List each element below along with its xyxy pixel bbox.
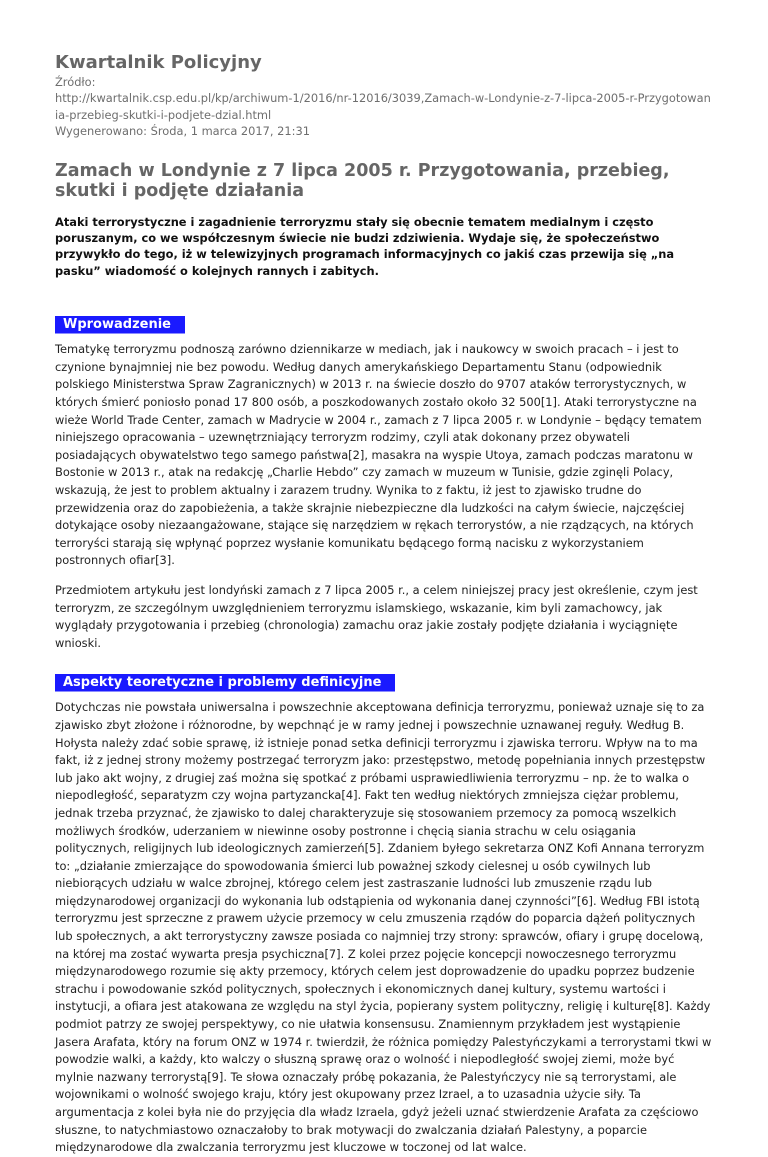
source-url: http://kwartalnik.csp.edu.pl/kp/archiwum-1/2016/nr-12016/3039,Zamach-w-Londynie-z-7-lipca-2005-r-Przygotowania-przebieg-skutki-i-podjete-dzial.html [55,91,711,122]
paragraph: Przedmiotem artykułu jest londyński zamach z 7 lipca 2005 r., a celem niniejszej pracy jest określenie, czym jest terroryzm, ze szczególnym uwzględnieniem terroryzmu islamskiego, wskazanie, kim byli zamachowcy, jak wyglądały przygotowania i przebieg (chronologia) zamachu oraz jakie zostały podjęte działania i wyciągnięte wnioski. [55,582,698,650]
paragraph: Tematykę terroryzmu podnoszą zarówno dziennikarze w mediach, jak i naukowcy w swoich pracach – i jest to czynione bynajmniej nie bez powodu. Według danych amerykańskiego Departamentu Stanu (odpowiednik polskiego Ministerstwa Spraw Zagranicznych) w 2013 r. na świecie doszło do 9707 ataków terrorystycznych, w których śmierć poniosło ponad 17 800 osób, a poszkodowanych zostało około 32 500[1]. Ataki terrorystyczne na wieże World Trade Center, zamach w Madrycie w 2004 r., zamach z 7 lipca 2005 r. w Londynie – będący tematem niniejszego opracowania – uzewnętrzniający terroryzm rodzimy, czyli atak dokonany przez obywateli posiadających obywatelstwo tego samego państwa[2], masakra na wyspie Utoya, zamach podczas maratonu w Bostonie w 2013 r., atak na redakcję „Charlie Hebdo” czy zamach w muzeum w Tunisie, gdzie zginęli Polacy, wskazują, że jest to problem aktualny i zarazem trudny. Wynika to z faktu, iż jest to zjawisko trudne do przewidzenia oraz do zapobieżenia, a także skrajnie niebezpieczne dla ludzkości na całym świecie, najczęściej dotykające osoby niezaangażowane, stające się narzędziem w rękach terrorystów, a nie rządzących, na których terroryści starają się wpłynąć poprzez wysłanie komunikatu będącego formą nacisku z wykorzystaniem postronnych ofiar[3]. [55,342,702,568]
article-title: Zamach w Londynie z 7 lipca 2005 r. Przygotowania, przebieg, skutki i podjęte działania [55,160,670,201]
source-label: Źródło: [55,75,96,89]
article-lead: Ataki terrorystyczne i zagadnienie terroryzmu stały się obecnie tematem medialnym i często poruszanym, co we współczesnym świecie nie budzi zdziwienia. Wydaje się, że społeczeństwo przywykło do tego, iż w telewizyjnych programach informacyjnych co jakiś czas przewija się „na pasku” wiadomość o kolejnych rannych i zabitych. [55,214,675,278]
paragraph: Dotychczas nie powstała uniwersalna i powszechnie akceptowana definicja terroryzmu, ponieważ uznaje się to za zjawisko zbyt złożone i różnorodne, by wepchnąć je w ramy jednej i powszechnie uznawanej reguły. Według B. Hołysta należy zdać sobie sprawę, iż istnieje ponad setka definicji terroryzmu i zjawiska terroru. Wpływ na to ma fakt, iż z jednej strony możemy postrzegać terroryzm jako: przestępstwo, metodę popełniania innych przestępstw lub jako akt wojny, z drugiej zaś można się spotkać z próbami usprawiedliwienia terroryzmu – np. że to walka o niepodległość, separatyzm czy wojna partyzancka[4]. Fakt ten według niektórych zmniejsza ciężar problemu, jednak trzeba przyznać, że zjawisko to dalej charakteryzuje się stosowaniem przemocy za pomocą wszelkich możliwych środków, uderzaniem w niewinne osoby postronne i chęcią siania strachu w celu osiągania politycznych, religijnych lub ideologicznych zamierzeń[5]. Zdaniem byłego sekretarza ONZ Kofi Annana terroryzm to: „działanie zmierzające do spowodowania śmierci lub poważnej szkody cielesnej u osób cywilnych lub niebiorących udziału w walce zbrojnej, którego celem jest zastraszanie ludności lub zmuszenie rządu lub międzynarodowej organizacji do wykonania lub odstąpienia od wykonania danej czynności”[6]. Według FBI istotą terroryzmu jest sprzeczne z prawem użycie przemocy w celu zmuszenia rządów do poparcia dążeń politycznych lub społecznych, a akt terrorystyczny zawsze posiada co najmniej trzy strony: sprawców, ofiary i grupę docelową, na której ma zostać wywarta presja psychiczna[7]. Z kolei przez pojęcie koncepcji nowoczesnego terroryzmu międzynarodowego rozumie się akty przemocy, których celem jest doprowadzenie do upadku poprzez budzenie strachu i powodowanie szkód politycznych, społecznych i ekonomicznych danej kultury, systemu wartości i instytucji, a ofiara jest atakowana ze względu na styl życia, popierany system polityczny, religię i kulturę[8]. Każdy podmiot patrzy ze swojej perspektywy, co nie ułatwia konsensusu. Znamiennym przykładem jest wystąpienie Jasera Arafata, który na forum ONZ w 1974 r. twierdził, że różnica pomiędzy Palestyńczykami a terrorystami tkwi w powodzie walki, a każdy, kto walczy o słuszną sprawę oraz o wolność i niepodległość swojej ziemi, może być mylnie nazwany terrorystą[9]. Te słowa oznaczały próbę pokazania, że Palestyńczycy nie są terrorystami, ale wojownikami o wolność swojego kraju, który jest okupowany przez Izrael, a to uzasadnia użycie siły. Ta argumentacja z kolei była nie do przyjęcia dla władz Izraela, gdyż jeżeli uznać stwierdzenie Arafata za częściowo słuszne, to natychmiastowo oznaczałoby to brak motywacji do zwalczania działań Palestyny, a poparcie międzynarodowe dla zwalczania terroryzmu jest kluczowe w toczonej od lat walce. [55,700,712,1155]
journal-title: Kwartalnik Policyjny [55,52,262,73]
document-meta [55,74,713,140]
section-heading-theory: Aspekty teoretyczne i problemy definicyjne [55,674,395,692]
section-heading-introduction: Wprowadzenie [55,316,185,334]
generated-date: Wygenerowano: Środa, 1 marca 2017, 21:31 [55,124,310,139]
